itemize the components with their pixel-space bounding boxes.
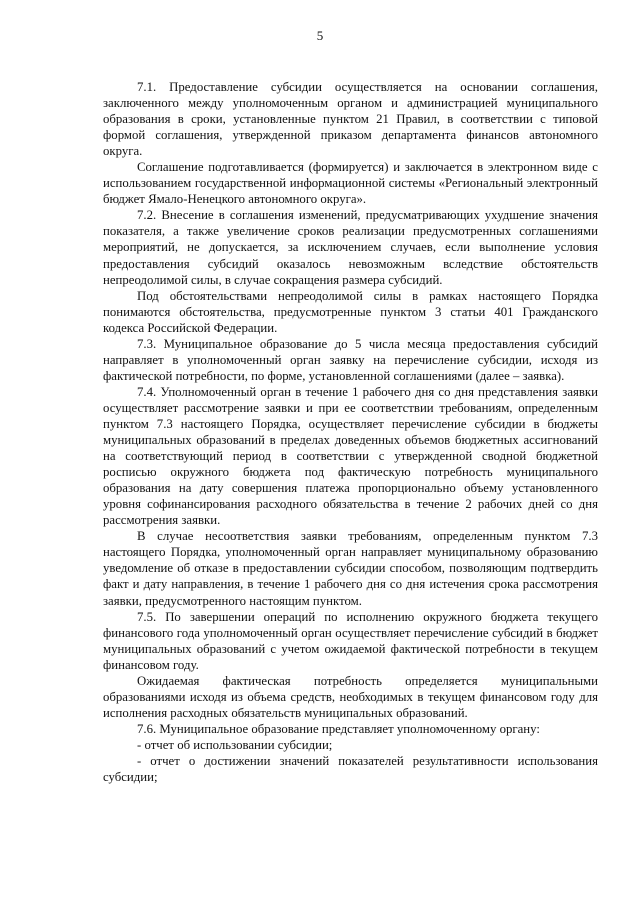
paragraph-7-2: 7.2. Внесение в соглашения изменений, предусматривающих ухудшение значения показателя, а также увеличение сроков реализации предусмотренных соглашениями мероприятий, не допускается, за исключением случаев, если выполнение условия предоставления субсидий оказалось невозможным вследствие обстоятельств непреодолимой силы, в случае сокращения размера субсидий. [103,208,598,287]
paragraph-7-5: 7.5. По завершении операций по исполнению окружного бюджета текущего финансового года уполномоченный орган осуществляет перечисление субсидий в бюджет муниципальных образований с учетом ожидаемой фактической потребности в текущем финансовом году. [103,609,598,672]
paragraph-7-3: 7.3. Муниципальное образование до 5 числа месяца предоставления субсидий направляет в уполномоченный орган заявку на перечисление субсидии, исходя из фактической потребности, по форме, установленной соглашениями (далее – заявка). [103,336,598,383]
list-item-performance-report: - отчет о достижении значений показателей результативности использования субсидии; [103,753,598,785]
paragraph-refusal-notice: В случае несоответствия заявки требованиям, определенным пунктом 7.3 настоящего Порядка, уполномоченный орган направляет муниципальному образованию уведомление об отказе в предоставлении субсидии способом, позволяющим подтвердить факт и дату направления, в течение 1 рабочего дня со дня истечения срока рассмотрения заявки, предусмотренного настоящим пунктом. [103,529,598,608]
paragraph-7-4: 7.4. Уполномоченный орган в течение 1 рабочего дня со дня представления заявки осуществляет рассмотрение заявки и при ее соответствии требованиям, определенным пунктом 7.3 настоящего Порядка, осуществляет перечисление субсидии в бюджеты муниципальных образований в пределах доведенных объемов бюджетных ассигнований на соответствующий период в соответствии с утвержденной сводной бюджетной росписью окружного бюджета под фактическую потребность муниципального образования на дату совершения платежа пропорционально объему установленного уровня софинансирования расходного обязательства в течение 2 рабочих дней со дня рассмотрения заявки. [103,384,598,528]
paragraph-7-6: 7.6. Муниципальное образование представляет уполномоченному органу: [137,721,540,736]
paragraph-7-1: 7.1. Предоставление субсидии осуществляется на основании соглашения, заключенного между уполномоченным органом и администрацией муниципального образования в сроки, установленные пунктом 21 Правил, в соответствии с типовой формой соглашения, утвержденной приказом департамента финансов автономного округа. [103,80,598,159]
document-body [103,79,598,785]
paragraph-agreement-electronic: Соглашение подготавливается (формируется) и заключается в электронном виде с использованием государственной информационной системы «Региональный электронный бюджет Ямало-Ненецкого автономного округа». [103,160,598,207]
paragraph-force-majeure: Под обстоятельствами непреодолимой силы в рамках настоящего Порядка понимаются обстоятельства, предусмотренные пунктом 3 статьи 401 Гражданского кодекса Российской Федерации. [103,288,598,335]
paragraph-expected-need: Ожидаемая фактическая потребность определяется муниципальными образованиями исходя из объема средств, необходимых в текущем финансовом году для исполнения расходных обязательств муниципальных образований. [103,673,598,720]
page-number: 5 [316,28,324,43]
list-item-usage-report: - отчет об использовании субсидии; [137,737,333,752]
